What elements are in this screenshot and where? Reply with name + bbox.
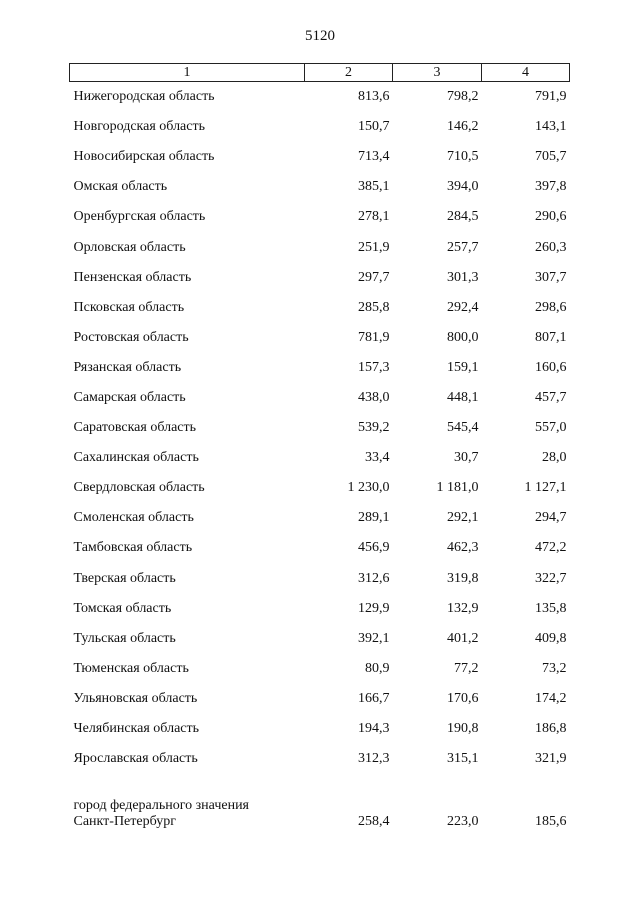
- row-name: Рязанская область: [73, 359, 182, 375]
- row-value-2: 297,7: [358, 269, 390, 285]
- row-value-3: 800,0: [447, 329, 479, 345]
- row-value-4: 322,7: [535, 570, 567, 586]
- row-value-4: 135,8: [535, 600, 567, 616]
- row-value-4: 294,7: [535, 510, 567, 526]
- row-value-2: 285,8: [358, 299, 390, 315]
- row-value-3: 319,8: [447, 570, 479, 586]
- row-name: Псковская область: [73, 299, 185, 315]
- table-row: [70, 443, 570, 473]
- row-value-2: 258,4: [358, 814, 390, 830]
- column-header-4: 4: [482, 64, 570, 82]
- table-row: [70, 714, 570, 744]
- row-name: Тамбовская область: [73, 540, 193, 556]
- row-name: Тульская область: [73, 630, 176, 646]
- column-header-3: 3: [393, 64, 482, 82]
- row-value-4: 143,1: [535, 119, 567, 135]
- table-row: [70, 82, 570, 113]
- table-row: [70, 383, 570, 413]
- row-name: Орловская область: [73, 239, 186, 255]
- column-header-2: 2: [305, 64, 393, 82]
- table-row: [70, 202, 570, 232]
- row-value-2: 312,6: [358, 570, 390, 586]
- row-value-4: 185,6: [535, 814, 567, 830]
- row-value-4: 791,9: [535, 89, 567, 105]
- row-value-3: 1 181,0: [436, 480, 479, 496]
- row-value-3: 710,5: [447, 149, 479, 165]
- page-number: 5120: [305, 28, 335, 44]
- row-name: Новосибирская область: [73, 149, 215, 165]
- row-value-3: 315,1: [447, 751, 479, 767]
- row-value-2: 392,1: [358, 630, 390, 646]
- row-value-2: 438,0: [358, 389, 390, 405]
- row-value-2: 539,2: [358, 420, 390, 436]
- row-value-4: 409,8: [535, 630, 567, 646]
- table-row: [70, 503, 570, 533]
- table-header-row: [70, 64, 570, 82]
- row-value-3: 292,1: [447, 510, 479, 526]
- row-value-2: 456,9: [358, 540, 390, 556]
- row-value-3: 401,2: [447, 630, 479, 646]
- row-value-4: 705,7: [535, 149, 567, 165]
- row-name-line1: город федерального значения: [73, 798, 249, 814]
- row-value-4: 397,8: [535, 179, 567, 195]
- row-value-4: 307,7: [535, 269, 567, 285]
- row-value-4: 1 127,1: [524, 480, 567, 496]
- row-value-4: 807,1: [535, 329, 567, 345]
- row-name: Оренбургская область: [73, 209, 206, 225]
- row-name: Омская область: [73, 179, 168, 195]
- row-name: Новгородская область: [73, 119, 205, 135]
- row-name-line2: Санкт-Петербург: [73, 814, 176, 830]
- row-name: Ульяновская область: [73, 690, 198, 706]
- table-row: [70, 413, 570, 443]
- row-value-3: 77,2: [454, 660, 479, 676]
- row-value-2: 385,1: [358, 179, 390, 195]
- table-body: [70, 82, 570, 831]
- row-value-3: 30,7: [454, 450, 479, 466]
- row-value-2: 166,7: [358, 690, 390, 706]
- row-value-4: 290,6: [535, 209, 567, 225]
- table-row: [70, 353, 570, 383]
- table-row: [70, 654, 570, 684]
- row-name: Тверская область: [73, 570, 176, 586]
- row-value-3: 798,2: [447, 89, 479, 105]
- data-table: [69, 63, 570, 830]
- row-value-2: 157,3: [358, 359, 390, 375]
- table-row: [70, 744, 570, 774]
- row-value-3: 394,0: [447, 179, 479, 195]
- table-row: [70, 594, 570, 624]
- table-row: [70, 112, 570, 142]
- row-value-4: 174,2: [535, 690, 567, 706]
- row-value-3: 462,3: [447, 540, 479, 556]
- row-value-2: 813,6: [358, 89, 390, 105]
- row-value-2: 713,4: [358, 149, 390, 165]
- row-value-2: 194,3: [358, 721, 390, 737]
- row-value-2: 150,7: [358, 119, 390, 135]
- table-row: [70, 533, 570, 563]
- row-name: Ярославская область: [73, 751, 198, 767]
- table-row: [70, 172, 570, 202]
- row-name: Челябинская область: [73, 721, 199, 737]
- row-value-2: 33,4: [365, 450, 390, 466]
- row-value-4: 557,0: [535, 420, 567, 436]
- row-value-2: 278,1: [358, 209, 390, 225]
- row-name: Тюменская область: [73, 660, 189, 676]
- row-value-3: 223,0: [447, 814, 479, 830]
- row-name: Нижегородская область: [73, 89, 215, 105]
- row-value-2: 312,3: [358, 751, 390, 767]
- table-row: [70, 564, 570, 594]
- row-value-4: 472,2: [535, 540, 567, 556]
- row-value-2: 80,9: [365, 660, 390, 676]
- row-value-4: 160,6: [535, 359, 567, 375]
- table-row: [70, 684, 570, 714]
- row-value-3: 170,6: [447, 690, 479, 706]
- row-value-3: 448,1: [447, 389, 479, 405]
- row-name: Сахалинская область: [73, 450, 199, 466]
- row-value-4: 457,7: [535, 389, 567, 405]
- table-row: [70, 323, 570, 353]
- row-name: Пензенская область: [73, 269, 192, 285]
- row-name: [70, 774, 305, 830]
- row-value-2: 129,9: [358, 600, 390, 616]
- row-name: Томская область: [73, 600, 172, 616]
- row-value-4: 260,3: [535, 239, 567, 255]
- row-value-3: 190,8: [447, 721, 479, 737]
- row-value-3: 257,7: [447, 239, 479, 255]
- row-value-4: 186,8: [535, 721, 567, 737]
- table-row: [70, 232, 570, 262]
- row-value-4: 298,6: [535, 299, 567, 315]
- table-row: [70, 624, 570, 654]
- row-name: Смоленская область: [73, 510, 194, 526]
- row-name: Свердловская область: [73, 480, 205, 496]
- row-value-3: 545,4: [447, 420, 479, 436]
- row-value-3: 132,9: [447, 600, 479, 616]
- table-row-last: [70, 774, 570, 830]
- row-value-4: 321,9: [535, 751, 567, 767]
- row-value-3: 284,5: [447, 209, 479, 225]
- row-value-4: 28,0: [542, 450, 567, 466]
- row-value-2: 289,1: [358, 510, 390, 526]
- row-name: Саратовская область: [73, 420, 197, 436]
- table-row: [70, 473, 570, 503]
- row-value-3: 292,4: [447, 299, 479, 315]
- row-value-3: 146,2: [447, 119, 479, 135]
- row-value-2: 251,9: [358, 239, 390, 255]
- row-value-4: 73,2: [542, 660, 567, 676]
- table-row: [70, 263, 570, 293]
- row-value-2: 1 230,0: [347, 480, 390, 496]
- row-value-2: 781,9: [358, 329, 390, 345]
- table-row: [70, 142, 570, 172]
- row-name: Ростовская область: [73, 329, 189, 345]
- row-value-3: 159,1: [447, 359, 479, 375]
- column-header-1: 1: [70, 64, 305, 82]
- row-name: Самарская область: [73, 389, 186, 405]
- row-value-3: 301,3: [447, 269, 479, 285]
- table-row: [70, 293, 570, 323]
